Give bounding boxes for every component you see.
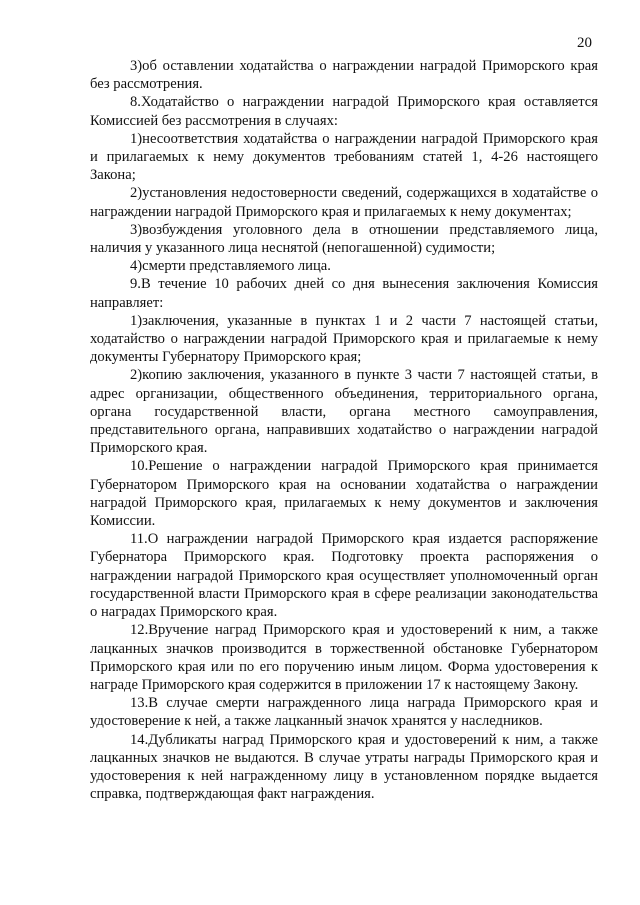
paragraph-section-8: 8.Ходатайство о награждении наградой Приморского края оставляется Комиссией без рассмотрения в случаях:: [90, 94, 598, 129]
paragraph-section-9-item-1: 1)заключения, указанные в пунктах 1 и 2 части 7 настоящей статьи, ходатайство о награждении наградой Приморского края и прилагаемые к нему документы Губернатору Приморского края;: [90, 312, 598, 366]
paragraph-section-8-item-2: 2)установления недостоверности сведений, содержащихся в ходатайстве о награждении наградой Приморского края и прилагаемых к нему документах;: [90, 185, 598, 220]
document-body: [90, 57, 598, 803]
paragraph-section-9-item-2: 2)копию заключения, указанного в пункте 3 части 7 настоящей статьи, в адрес организации, общественного объединения, территориального органа, органа государственной власти, органа местного самоуправления, представительного органа, направивших ходатайство о награждении наградой Приморского края.: [90, 367, 598, 457]
paragraph-section-10: 10.Решение о награждении наградой Приморского края принимается Губернатором Приморского края на основании ходатайства о награждении наградой Приморского края, прилагаемых к нему документов и заключения Комиссии.: [90, 458, 598, 530]
paragraph-section-12: 12.Вручение наград Приморского края и удостоверений к ним, а также лацканных значков производится в торжественной обстановке Губернатором Приморского края или по его поручению иным лицом. Форма удостоверения к награде Приморского края содержится в приложении 17 к настоящему Закону.: [90, 622, 598, 693]
paragraph-section-8-item-1: 1)несоответствия ходатайства о награждении наградой Приморского края и прилагаемых к нему документов требованиям статей 1, 4-26 настоящего Закона;: [90, 130, 598, 184]
paragraph-section-14: 14.Дубликаты наград Приморского края и удостоверений к ним, а также лацканных значков не выдаются. В случае утраты награды Приморского края и удостоверения к ней награжденному лицу в установленном порядке выдается справка, подтверждающая факт награждения.: [90, 731, 598, 803]
paragraph-section-13: 13.В случае смерти награжденного лица награда Приморского края и удостоверение к ней, а также лацканный значок хранятся у наследников.: [90, 695, 598, 730]
paragraph-clause-3: 3)об оставлении ходатайства о награждении наградой Приморского края без рассмотрения.: [90, 58, 598, 93]
paragraph-section-8-item-4: 4)смерти представляемого лица.: [130, 258, 331, 275]
paragraph-section-8-item-3: 3)возбуждения уголовного дела в отношении представляемого лица, наличия у указанного лица неснятой (непогашенной) судимости;: [90, 221, 598, 257]
page-number: 20: [577, 35, 592, 51]
paragraph-section-11: 11.О награждении наградой Приморского края издается распоряжение Губернатора Приморского края. Подготовку проекта распоряжения о награждении наградой Приморского края осуществляет уполномоченный орган государственной власти Приморского края в сфере реализации законодательства о наградах Приморского края.: [90, 531, 598, 621]
paragraph-section-9: 9.В течение 10 рабочих дней со дня вынесения заключения Комиссия направляет:: [90, 276, 598, 311]
